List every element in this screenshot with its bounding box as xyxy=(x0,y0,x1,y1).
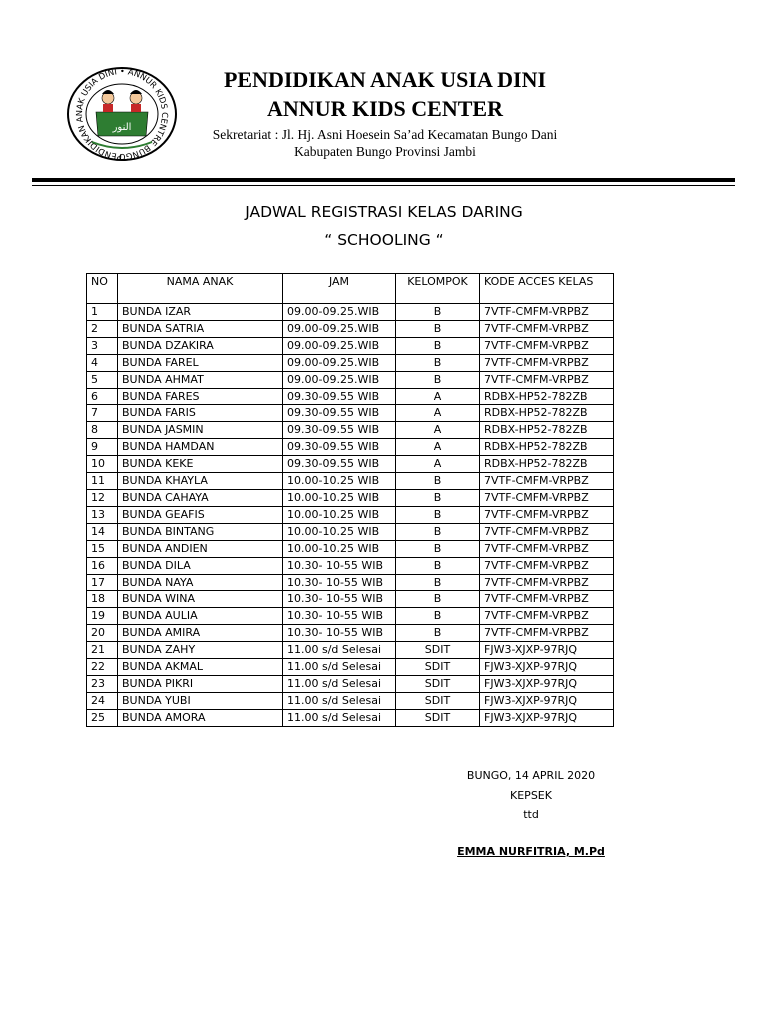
row-access-code: 7VTF-CMFM-VRPBZ xyxy=(480,625,614,642)
table-row xyxy=(87,422,614,439)
row-name: BUNDA KHAYLA xyxy=(118,473,283,490)
row-access-code: FJW3-XJXP-97RJQ xyxy=(480,692,614,709)
row-group: A xyxy=(396,422,480,439)
row-access-code: 7VTF-CMFM-VRPBZ xyxy=(480,473,614,490)
row-access-code: FJW3-XJXP-97RJQ xyxy=(480,659,614,676)
row-time: 10.00-10.25 WIB xyxy=(283,540,396,557)
row-name: BUNDA JASMIN xyxy=(118,422,283,439)
row-group: A xyxy=(396,456,480,473)
row-no: 12 xyxy=(87,489,118,506)
row-name: BUNDA AMIRA xyxy=(118,625,283,642)
schedule-table xyxy=(86,273,614,727)
row-name: BUNDA ANDIEN xyxy=(118,540,283,557)
row-group: SDIT xyxy=(396,692,480,709)
row-access-code: 7VTF-CMFM-VRPBZ xyxy=(480,337,614,354)
row-name: BUNDA AULIA xyxy=(118,608,283,625)
row-name: BUNDA NAYA xyxy=(118,574,283,591)
row-group: B xyxy=(396,540,480,557)
table-row xyxy=(87,405,614,422)
table-row xyxy=(87,489,614,506)
row-time: 09.30-09.55 WIB xyxy=(283,456,396,473)
table-row xyxy=(87,557,614,574)
row-name: BUNDA PIKRI xyxy=(118,675,283,692)
row-time: 11.00 s/d Selesai xyxy=(283,692,396,709)
row-access-code: 7VTF-CMFM-VRPBZ xyxy=(480,304,614,321)
logo-center-text: النور xyxy=(112,122,132,133)
row-no: 10 xyxy=(87,456,118,473)
row-group: B xyxy=(396,574,480,591)
row-no: 3 xyxy=(87,337,118,354)
row-group: B xyxy=(396,320,480,337)
letterhead-divider-thin xyxy=(32,185,735,186)
row-no: 21 xyxy=(87,642,118,659)
center-name: ANNUR KIDS CENTER xyxy=(267,96,503,121)
row-name: BUNDA AKMAL xyxy=(118,659,283,676)
row-name: BUNDA CAHAYA xyxy=(118,489,283,506)
row-time: 10.00-10.25 WIB xyxy=(283,523,396,540)
row-time: 10.30- 10-55 WIB xyxy=(283,591,396,608)
row-access-code: RDBX-HP52-782ZB xyxy=(480,422,614,439)
row-group: B xyxy=(396,523,480,540)
row-no: 11 xyxy=(87,473,118,490)
row-name: BUNDA HAMDAN xyxy=(118,439,283,456)
table-row xyxy=(87,642,614,659)
row-no: 5 xyxy=(87,371,118,388)
row-name: BUNDA DZAKIRA xyxy=(118,337,283,354)
row-time: 11.00 s/d Selesai xyxy=(283,659,396,676)
row-access-code: 7VTF-CMFM-VRPBZ xyxy=(480,320,614,337)
row-time: 10.30- 10-55 WIB xyxy=(283,625,396,642)
row-name: BUNDA AMORA xyxy=(118,709,283,726)
row-group: SDIT xyxy=(396,659,480,676)
row-name: BUNDA FAREL xyxy=(118,354,283,371)
row-access-code: FJW3-XJXP-97RJQ xyxy=(480,675,614,692)
logo-ring-text: PENDIDIKAN ANAK USIA DINI • ANNUR KIDS CENTRE BUNGO xyxy=(73,65,171,163)
row-name: BUNDA BINTANG xyxy=(118,523,283,540)
row-group: B xyxy=(396,354,480,371)
row-no: 9 xyxy=(87,439,118,456)
row-no: 14 xyxy=(87,523,118,540)
signature-position: KEPSEK xyxy=(510,789,552,802)
row-no: 24 xyxy=(87,692,118,709)
row-no: 2 xyxy=(87,320,118,337)
header-time: JAM xyxy=(283,274,396,304)
signature-name: EMMA NURFITRIA, M.Pd xyxy=(457,845,605,858)
row-time: 09.00-09.25.WIB xyxy=(283,371,396,388)
row-access-code: RDBX-HP52-782ZB xyxy=(480,405,614,422)
row-group: B xyxy=(396,591,480,608)
row-name: BUNDA KEKE xyxy=(118,456,283,473)
row-access-code: 7VTF-CMFM-VRPBZ xyxy=(480,354,614,371)
row-group: B xyxy=(396,304,480,321)
row-access-code: FJW3-XJXP-97RJQ xyxy=(480,642,614,659)
row-access-code: 7VTF-CMFM-VRPBZ xyxy=(480,506,614,523)
row-no: 20 xyxy=(87,625,118,642)
row-no: 6 xyxy=(87,388,118,405)
school-logo xyxy=(62,64,182,164)
document-title: JADWAL REGISTRASI KELAS DARING xyxy=(245,203,523,221)
row-group: B xyxy=(396,337,480,354)
row-group: B xyxy=(396,625,480,642)
table-row xyxy=(87,320,614,337)
row-time: 10.00-10.25 WIB xyxy=(283,473,396,490)
row-no: 18 xyxy=(87,591,118,608)
table-row xyxy=(87,675,614,692)
row-group: B xyxy=(396,608,480,625)
row-time: 09.00-09.25.WIB xyxy=(283,337,396,354)
row-access-code: 7VTF-CMFM-VRPBZ xyxy=(480,540,614,557)
row-no: 4 xyxy=(87,354,118,371)
header-name: NAMA ANAK xyxy=(118,274,283,304)
table-row xyxy=(87,304,614,321)
table-row xyxy=(87,625,614,642)
row-no: 8 xyxy=(87,422,118,439)
row-name: BUNDA WINA xyxy=(118,591,283,608)
table-row xyxy=(87,523,614,540)
signature-name-wrap xyxy=(436,845,626,858)
header-group: KELOMPOK xyxy=(396,274,480,304)
table-row xyxy=(87,439,614,456)
table-row xyxy=(87,692,614,709)
row-name: BUNDA ZAHY xyxy=(118,642,283,659)
row-access-code: 7VTF-CMFM-VRPBZ xyxy=(480,523,614,540)
row-time: 10.30- 10-55 WIB xyxy=(283,557,396,574)
table-row xyxy=(87,506,614,523)
row-name: BUNDA FARIS xyxy=(118,405,283,422)
row-access-code: 7VTF-CMFM-VRPBZ xyxy=(480,574,614,591)
table-row xyxy=(87,591,614,608)
row-group: A xyxy=(396,405,480,422)
row-name: BUNDA YUBI xyxy=(118,692,283,709)
table-row xyxy=(87,709,614,726)
address-line-1: Sekretariat : Jl. Hj. Asni Hoesein Sa’ad Kecamatan Bungo Dani xyxy=(212,127,558,142)
row-no: 25 xyxy=(87,709,118,726)
row-access-code: RDBX-HP52-782ZB xyxy=(480,388,614,405)
row-group: B xyxy=(396,506,480,523)
row-time: 09.00-09.25.WIB xyxy=(283,320,396,337)
address-line-2: Kabupaten Bungo Provinsi Jambi xyxy=(294,144,476,159)
row-name: BUNDA IZAR xyxy=(118,304,283,321)
row-no: 15 xyxy=(87,540,118,557)
table-row xyxy=(87,337,614,354)
table-row xyxy=(87,473,614,490)
table-row xyxy=(87,574,614,591)
row-no: 23 xyxy=(87,675,118,692)
row-no: 17 xyxy=(87,574,118,591)
row-time: 10.00-10.25 WIB xyxy=(283,489,396,506)
row-time: 09.00-09.25.WIB xyxy=(283,354,396,371)
row-group: B xyxy=(396,473,480,490)
table-row xyxy=(87,371,614,388)
row-no: 7 xyxy=(87,405,118,422)
row-access-code: FJW3-XJXP-97RJQ xyxy=(480,709,614,726)
table-row xyxy=(87,659,614,676)
row-time: 10.30- 10-55 WIB xyxy=(283,574,396,591)
header-access-code: KODE ACCES KELAS xyxy=(480,274,614,304)
row-time: 09.30-09.55 WIB xyxy=(283,388,396,405)
row-access-code: RDBX-HP52-782ZB xyxy=(480,439,614,456)
row-time: 09.30-09.55 WIB xyxy=(283,405,396,422)
row-time: 11.00 s/d Selesai xyxy=(283,675,396,692)
row-name: BUNDA DILA xyxy=(118,557,283,574)
row-group: SDIT xyxy=(396,675,480,692)
row-time: 09.00-09.25.WIB xyxy=(283,304,396,321)
row-time: 09.30-09.55 WIB xyxy=(283,422,396,439)
row-access-code: 7VTF-CMFM-VRPBZ xyxy=(480,591,614,608)
row-group: A xyxy=(396,388,480,405)
row-name: BUNDA FARES xyxy=(118,388,283,405)
row-group: B xyxy=(396,489,480,506)
signature-place-date: BUNGO, 14 APRIL 2020 xyxy=(466,769,596,782)
letterhead-divider-thick xyxy=(32,178,735,182)
row-group: SDIT xyxy=(396,642,480,659)
table-row xyxy=(87,354,614,371)
table-row xyxy=(87,388,614,405)
table-header-row xyxy=(87,274,614,304)
row-time: 11.00 s/d Selesai xyxy=(283,709,396,726)
row-access-code: 7VTF-CMFM-VRPBZ xyxy=(480,489,614,506)
row-access-code: RDBX-HP52-782ZB xyxy=(480,456,614,473)
row-access-code: 7VTF-CMFM-VRPBZ xyxy=(480,371,614,388)
signature-mark: ttd xyxy=(523,808,539,821)
row-name: BUNDA AHMAT xyxy=(118,371,283,388)
row-no: 22 xyxy=(87,659,118,676)
row-no: 16 xyxy=(87,557,118,574)
document-subtitle: “ SCHOOLING “ xyxy=(324,231,444,249)
row-access-code: 7VTF-CMFM-VRPBZ xyxy=(480,557,614,574)
table-row xyxy=(87,540,614,557)
row-group: SDIT xyxy=(396,709,480,726)
header-no: NO xyxy=(87,274,118,304)
row-time: 09.30-09.55 WIB xyxy=(283,439,396,456)
school-name: PENDIDIKAN ANAK USIA DINI xyxy=(223,67,547,92)
table-row xyxy=(87,456,614,473)
row-group: B xyxy=(396,371,480,388)
row-access-code: 7VTF-CMFM-VRPBZ xyxy=(480,608,614,625)
row-time: 10.00-10.25 WIB xyxy=(283,506,396,523)
row-no: 13 xyxy=(87,506,118,523)
row-group: A xyxy=(396,439,480,456)
row-group: B xyxy=(396,557,480,574)
row-no: 1 xyxy=(87,304,118,321)
row-time: 11.00 s/d Selesai xyxy=(283,642,396,659)
row-time: 10.30- 10-55 WIB xyxy=(283,608,396,625)
table-row xyxy=(87,608,614,625)
row-no: 19 xyxy=(87,608,118,625)
row-name: BUNDA SATRIA xyxy=(118,320,283,337)
row-name: BUNDA GEAFIS xyxy=(118,506,283,523)
